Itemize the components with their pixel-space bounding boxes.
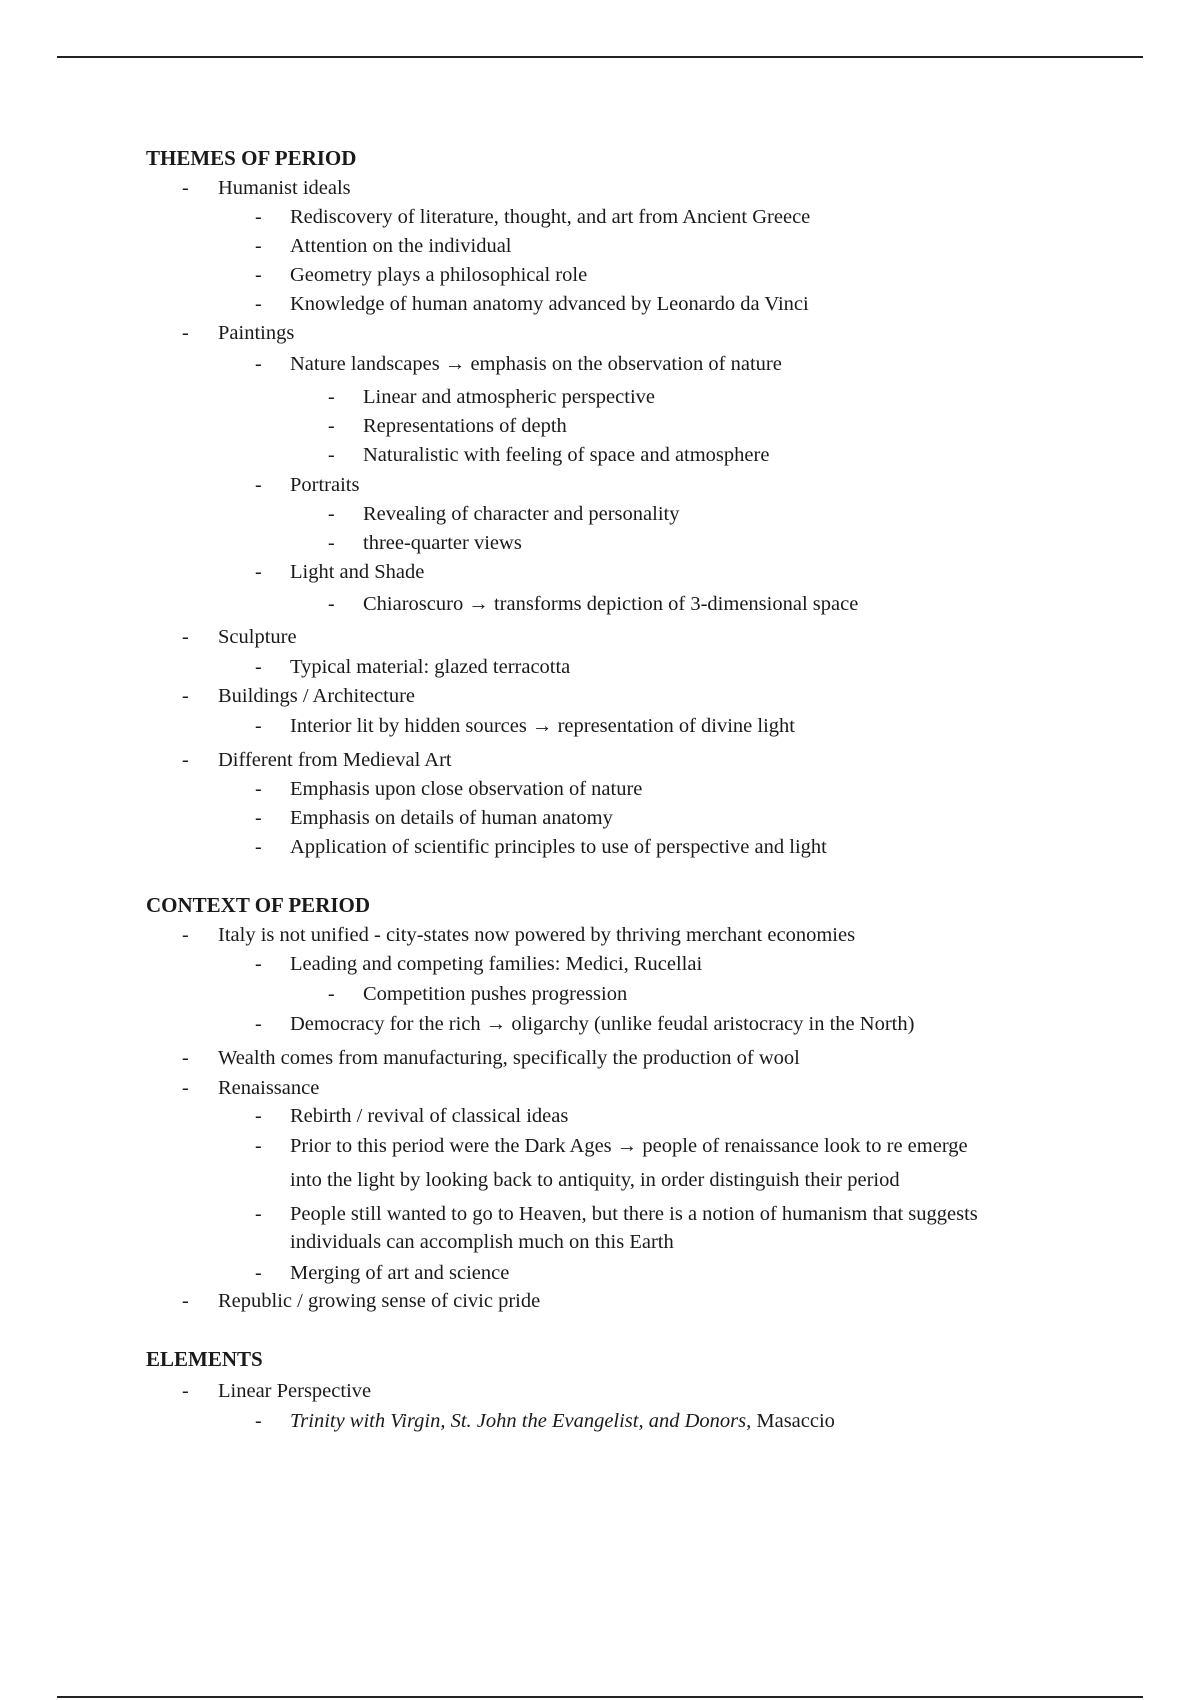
list-item: Competition pushes progression — [363, 983, 628, 1005]
bullet-dash: - — [255, 1262, 262, 1284]
bullet-dash: - — [328, 415, 335, 437]
paintings: Paintings — [218, 322, 295, 344]
portraits: Portraits — [290, 474, 360, 496]
bullet-dash: - — [255, 953, 262, 975]
bullet-dash: - — [328, 532, 335, 554]
nature-landscapes: Nature landscapes → emphasis on the observation of nature — [290, 353, 782, 375]
bullet-dash: - — [255, 715, 262, 737]
bullet-dash: - — [255, 353, 262, 375]
bottom-rule — [57, 1696, 1143, 1698]
bullet-dash: - — [182, 1380, 189, 1402]
bullet-dash: - — [182, 177, 189, 199]
list-item: three-quarter views — [363, 532, 522, 554]
bullet-dash: - — [255, 1105, 262, 1127]
different-from-medieval: Different from Medieval Art — [218, 749, 452, 771]
elements-heading: ELEMENTS — [146, 1347, 263, 1371]
list-item: Democracy for the rich → oligarchy (unlike feudal aristocracy in the North) — [290, 1013, 915, 1035]
bullet-dash: - — [328, 983, 335, 1005]
sculpture: Sculpture — [218, 626, 297, 648]
light-and-shade: Light and Shade — [290, 561, 425, 583]
list-item: Knowledge of human anatomy advanced by Leonardo da Vinci — [290, 293, 809, 315]
bullet-dash: - — [182, 1290, 189, 1312]
context-heading: CONTEXT OF PERIOD — [146, 893, 371, 917]
list-item: Prior to this period were the Dark Ages → people of renaissance look to re emerge — [290, 1135, 968, 1157]
list-item: Application of scientific principles to use of perspective and light — [290, 836, 827, 858]
bullet-dash: - — [255, 1203, 262, 1225]
list-item: Interior lit by hidden sources → representation of divine light — [290, 715, 795, 737]
bullet-dash: - — [182, 685, 189, 707]
bullet-dash: - — [255, 474, 262, 496]
bullet-dash: - — [182, 1047, 189, 1069]
bullet-dash: - — [182, 924, 189, 946]
artwork-artist: Masaccio — [751, 1410, 835, 1432]
list-item: Representations of depth — [363, 415, 567, 437]
republic: Republic / growing sense of civic pride — [218, 1290, 541, 1312]
bullet-dash: - — [328, 444, 335, 466]
bullet-dash: - — [182, 626, 189, 648]
list-item-continuation: individuals can accomplish much on this Earth — [290, 1231, 674, 1253]
list-item: Chiaroscuro → transforms depiction of 3-dimensional space — [363, 593, 859, 615]
list-item: Typical material: glazed terracotta — [290, 656, 571, 678]
bullet-dash: - — [182, 322, 189, 344]
list-item: Merging of art and science — [290, 1262, 510, 1284]
bullet-dash: - — [328, 593, 335, 615]
list-item: Rebirth / revival of classical ideas — [290, 1105, 569, 1127]
buildings-architecture: Buildings / Architecture — [218, 685, 415, 707]
wealth: Wealth comes from manufacturing, specifically the production of wool — [218, 1047, 800, 1069]
list-item: People still wanted to go to Heaven, but there is a notion of humanism that suggests — [290, 1203, 978, 1225]
bullet-dash: - — [255, 656, 262, 678]
top-rule — [57, 56, 1143, 58]
bullet-dash: - — [255, 1013, 262, 1035]
list-item: Naturalistic with feeling of space and atmosphere — [363, 444, 770, 466]
list-item: Leading and competing families: Medici, Rucellai — [290, 953, 703, 975]
humanist-ideals: Humanist ideals — [218, 177, 351, 199]
list-item: Rediscovery of literature, thought, and art from Ancient Greece — [290, 206, 811, 228]
bullet-dash: - — [255, 206, 262, 228]
bullet-dash: - — [182, 749, 189, 771]
list-item: Linear and atmospheric perspective — [363, 386, 655, 408]
bullet-dash: - — [255, 778, 262, 800]
bullet-dash: - — [255, 264, 262, 286]
list-item: Emphasis upon close observation of nature — [290, 778, 643, 800]
bullet-dash: - — [182, 1077, 189, 1099]
artwork-title: Trinity with Virgin, St. John the Evangelist, and Donors, — [290, 1410, 752, 1432]
bullet-dash: - — [255, 1410, 262, 1432]
bullet-dash: - — [255, 836, 262, 858]
list-item-continuation: into the light by looking back to antiquity, in order distinguish their period — [290, 1169, 900, 1191]
themes-heading: THEMES OF PERIOD — [146, 146, 357, 170]
bullet-dash: - — [255, 561, 262, 583]
bullet-dash: - — [255, 235, 262, 257]
bullet-dash: - — [255, 293, 262, 315]
list-item: Revealing of character and personality — [363, 503, 680, 525]
italy-not-unified: Italy is not unified - city-states now powered by thriving merchant economies — [218, 924, 856, 946]
list-item: Emphasis on details of human anatomy — [290, 807, 613, 829]
bullet-dash: - — [255, 1135, 262, 1157]
bullet-dash: - — [328, 386, 335, 408]
linear-perspective: Linear Perspective — [218, 1380, 372, 1402]
bullet-dash: - — [255, 807, 262, 829]
list-item: Attention on the individual — [290, 235, 512, 257]
renaissance: Renaissance — [218, 1077, 320, 1099]
bullet-dash: - — [328, 503, 335, 525]
artwork-reference — [290, 1408, 835, 1434]
list-item: Geometry plays a philosophical role — [290, 264, 588, 286]
